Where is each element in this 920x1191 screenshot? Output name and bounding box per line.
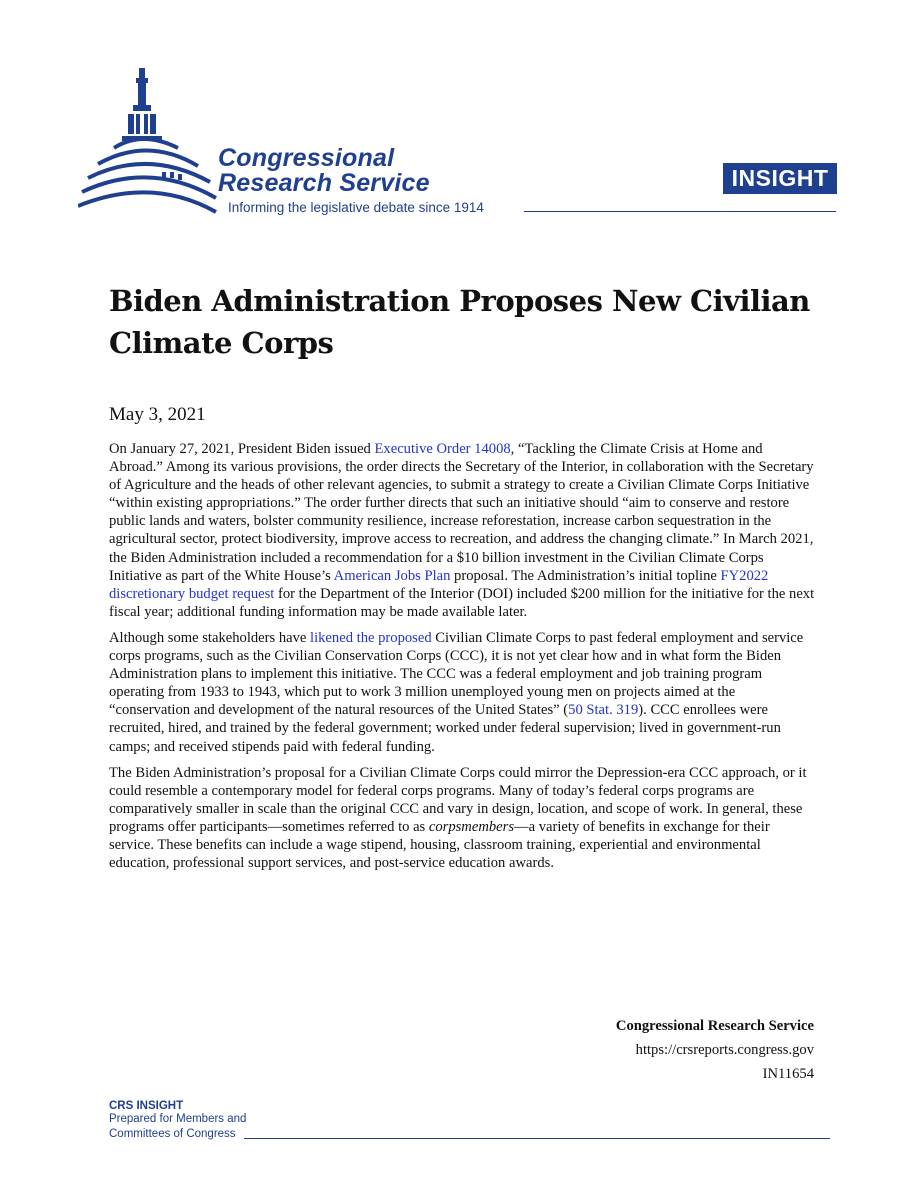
document-date: May 3, 2021 <box>109 404 206 425</box>
signature-block <box>616 1014 814 1086</box>
link-budget-request[interactable]: FY2022 discretionary budget request <box>109 567 769 602</box>
link-executive-order[interactable]: Executive Order 14008 <box>374 441 511 457</box>
capitol-dome-logo-icon <box>78 64 218 214</box>
paragraph-3: The Biden Administration’s proposal for a Civilian Climate Corps could mirror the Depression-era CCC approach, or it could resemble a contemporary model for federal corps programs. Many of today’s federal corps programs are comparatively smaller in scale than the original CCC and vary in design, location, and scope of work. In general, these programs offer participants—sometimes referred to as corpsmembers—a variety of benefits in exchange for their service. These benefits can include a wage stipend, housing, classroom training, experiential and environmental education, professional support services, and post-service education awards. <box>109 764 807 872</box>
link-50-stat-319[interactable]: 50 Stat. 319 <box>568 702 639 719</box>
signature-url: https://crsreports.congress.gov <box>635 1042 814 1058</box>
paragraph-1: On January 27, 2021, President Biden issued Executive Order 14008, “Tackling the Climate Crisis at Home and Abroad.” Among its various provisions, the order directs the Secretary of the Interior, in collaboration with the Secretary of Agriculture and the heads of other relevant agencies, to submit a strategy to create a Civilian Climate Corps Initiative “within existing appropriations.” The order further directs that such an initiative should “aim to conserve and restore public lands and waters, bolster community resilience, increase reforestation, increase carbon sequestration in the agricultural sector, protect biodiversity, improve access to recreation, and address the changing climate.” In March 2021, the Biden Administration included a recommendation for a $10 billion investment in the Civilian Climate Corps Initiative as part of the White House’s American Jobs Plan proposal. The Administration’s initial topline FY2022 discretionary budget request for the Department of the Interior (DOI) included $200 million for the initiative for the next fiscal year; additional funding information may be made available later. <box>109 441 815 620</box>
signature-id: IN11654 <box>762 1066 814 1082</box>
footer-label <box>109 1100 246 1143</box>
org-name-line2: Research Service <box>218 169 430 197</box>
org-tagline: Informing the legislative debate since 1914 <box>228 200 484 215</box>
footer-line2: Prepared for Members and <box>109 1113 247 1125</box>
page-header <box>0 0 920 230</box>
header-rule <box>524 211 836 212</box>
footer-line3: Committees of Congress <box>109 1128 236 1140</box>
signature-org: Congressional Research Service <box>615 1018 814 1034</box>
footer-rule <box>244 1138 830 1139</box>
org-name-line1: Congressional <box>218 144 395 172</box>
document-title: Biden Administration Proposes New Civilian Climate Corps <box>109 284 810 360</box>
paragraph-2: Although some stakeholders have likened the proposed Civilian Climate Corps to past federal employment and service corps programs, such as the Civilian Conservation Corps (CCC), it is not yet clear how and in what form the Biden Administration plans to implement this initiative. The CCC was a federal employment and job training program operating from 1933 to 1943, which put to work 3 million unemployed young men on projects aimed at the “conservation and development of the natural resources of the United States” (50 Stat. 319). CCC enrollees were recruited, hired, and trained by the federal government; worked under federal supervision; lived in government-run camps; and received stipends paid with federal funding. <box>109 629 804 755</box>
link-american-jobs-plan[interactable]: American Jobs Plan <box>333 567 451 584</box>
footer-title: CRS INSIGHT <box>109 1100 184 1112</box>
insight-badge: INSIGHT <box>723 163 837 194</box>
link-likened-proposed[interactable]: likened the proposed <box>310 629 432 646</box>
org-name <box>218 146 430 196</box>
document-body <box>109 440 815 880</box>
